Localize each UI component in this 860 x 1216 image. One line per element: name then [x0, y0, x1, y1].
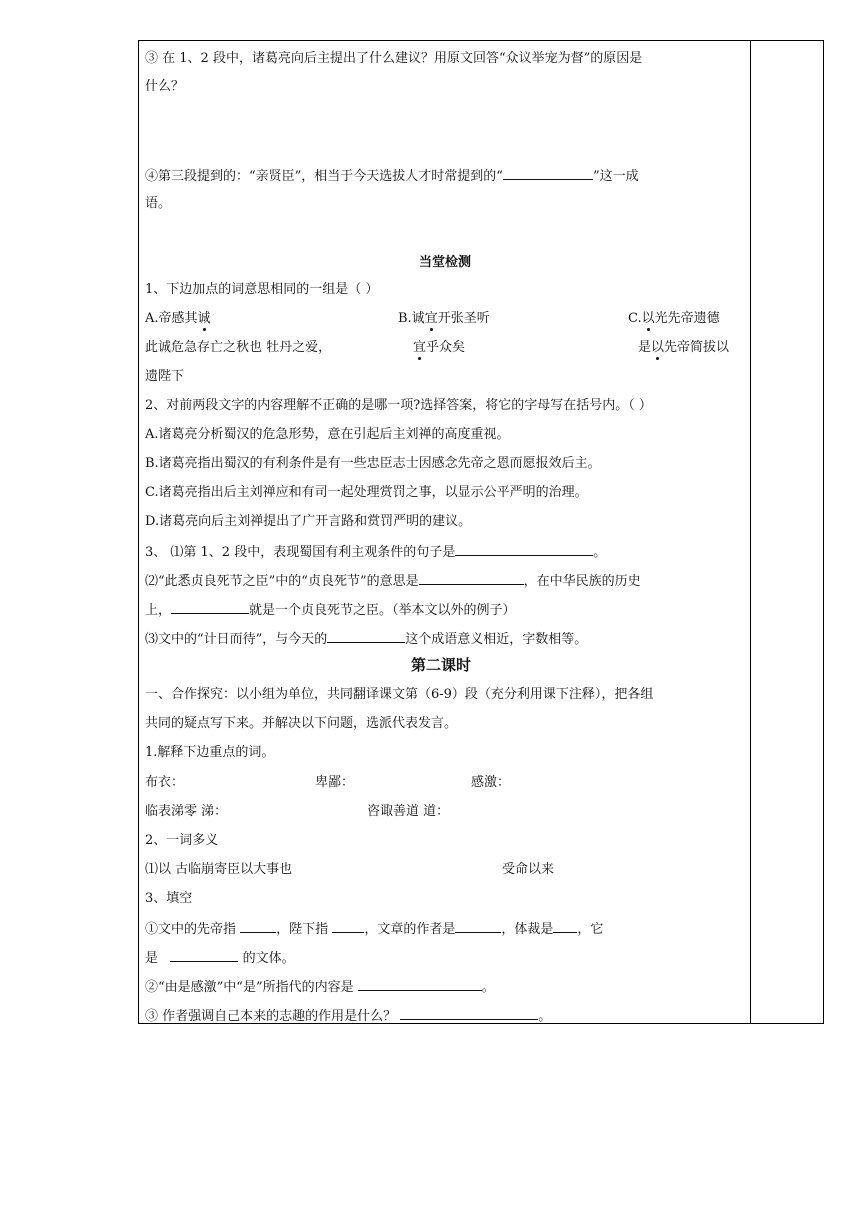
section-title-lesson2: 第二课时	[411, 656, 472, 674]
fill-3: ③ 作者强调自己本来的志趣的作用是什么？ 。	[145, 1006, 551, 1026]
answer-blank[interactable]	[400, 1006, 538, 1020]
check-q2-option-c: C.诸葛亮指出后主刘禅应和有司一起处理赏罚之事，以显示公平严明的治理。	[145, 485, 588, 500]
answer-blank[interactable]	[332, 919, 364, 933]
fill-1: ①文中的先帝指 ，陛下指 ，文章的作者是 ，体裁是 ，它	[145, 919, 603, 939]
answer-blank[interactable]	[553, 919, 577, 933]
check-q3-2: ⑵“此悉贞良死节之臣”中的“贞良死节”的意思是 ，在中华民族的历史	[145, 571, 641, 591]
fill-2: ②“由是感激”中“是”所指代的内容是 。	[145, 977, 495, 997]
word-beibi: 卑鄙：	[315, 775, 355, 790]
check-q3-1: 3、 ⑴第 1、2 段中，表现蜀国有利主观条件的句子是 。	[145, 542, 606, 562]
word-ganji: 感激：	[471, 775, 511, 790]
answer-blank[interactable]	[358, 977, 482, 991]
lesson2-p2: 共同的疑点写下来。并解决以下问题，选派代表发言。	[145, 716, 458, 731]
check-q1-row3: 遗陛下	[145, 369, 185, 384]
check-q1-option-a: A.帝感其诚	[145, 311, 211, 326]
check-q1-row2-a: 此诚危急存亡之秋也 牡丹之爱，	[145, 340, 332, 355]
check-q1-row2-c: 是以先帝简拔以	[638, 340, 730, 355]
check-q3-3: ⑶文中的“计日而待”，与今天的 这个成语意义相近，字数相等。	[145, 629, 587, 649]
lesson2-s2-a: ⑴以 古临崩寄臣以大事也	[145, 862, 293, 877]
lesson2-s2: 2、一词多义	[145, 833, 219, 848]
section-title-check: 当堂检测	[419, 255, 472, 270]
check-q1-option-c: C.以光先帝遗德	[628, 311, 720, 326]
answer-blank[interactable]	[171, 600, 249, 614]
check-q2-option-b: B.诸葛亮指出蜀汉的有利条件是有一些忠臣志士因感念先帝之恩而愿报效后主。	[145, 456, 601, 471]
question-3: ③ 在 1、2 段中，诸葛亮向后主提出了什么建议？用原文回答“众议举宠为督”的原因是	[145, 51, 643, 66]
word-ti: 临表涕零 涕：	[145, 804, 228, 819]
word-dao: 咨诹善道 道：	[367, 804, 450, 819]
answer-blank[interactable]	[455, 542, 593, 556]
answer-blank[interactable]	[327, 629, 405, 643]
check-q3-2-cont: 上， 就是一个贞良死节之臣。（举本文以外的例子）	[145, 600, 516, 620]
word-buyi: 布衣：	[145, 775, 185, 790]
check-q1-row2-b: 宜乎众矣	[413, 340, 466, 355]
check-q1-option-b: B.诚宜开张圣听	[398, 311, 490, 326]
side-column-divider	[750, 40, 751, 1024]
lesson2-p3: 1.解释下边重点的词。	[145, 745, 275, 760]
answer-blank[interactable]	[455, 919, 501, 933]
question-3-cont: 什么？	[145, 79, 185, 94]
check-q2-option-d: D.诸葛亮向后主刘禅提出了广开言路和赏罚严明的建议。	[145, 514, 472, 529]
lesson2-p1: 一、合作探究：以小组为单位，共同翻译课文第（6-9）段（充分利用课下注释），把各组	[145, 687, 654, 702]
question-4-cont: 语。	[145, 196, 172, 211]
check-q2: 2、对前两段文字的内容理解不正确的是哪一项?选择答案，将它的字母写在括号内。（ ）	[145, 398, 652, 413]
answer-blank[interactable]	[503, 166, 593, 180]
check-q1: 1、下边加点的词意思相同的一组是（ ）	[145, 282, 379, 297]
answer-blank[interactable]	[240, 919, 276, 933]
answer-blank[interactable]	[170, 948, 238, 962]
fill-1-cont: 是 的文体。	[145, 948, 295, 968]
lesson2-s2-b: 受命以来	[502, 862, 555, 877]
question-4: ④第三段提到的：“亲贤臣”，相当于今天选拔人才时常提到的“ ”这一成	[145, 166, 639, 186]
lesson2-s3: 3、填空	[145, 891, 193, 906]
check-q2-option-a: A.诸葛亮分析蜀汉的危急形势，意在引起后主刘禅的高度重视。	[145, 427, 510, 442]
answer-blank[interactable]	[419, 571, 524, 585]
